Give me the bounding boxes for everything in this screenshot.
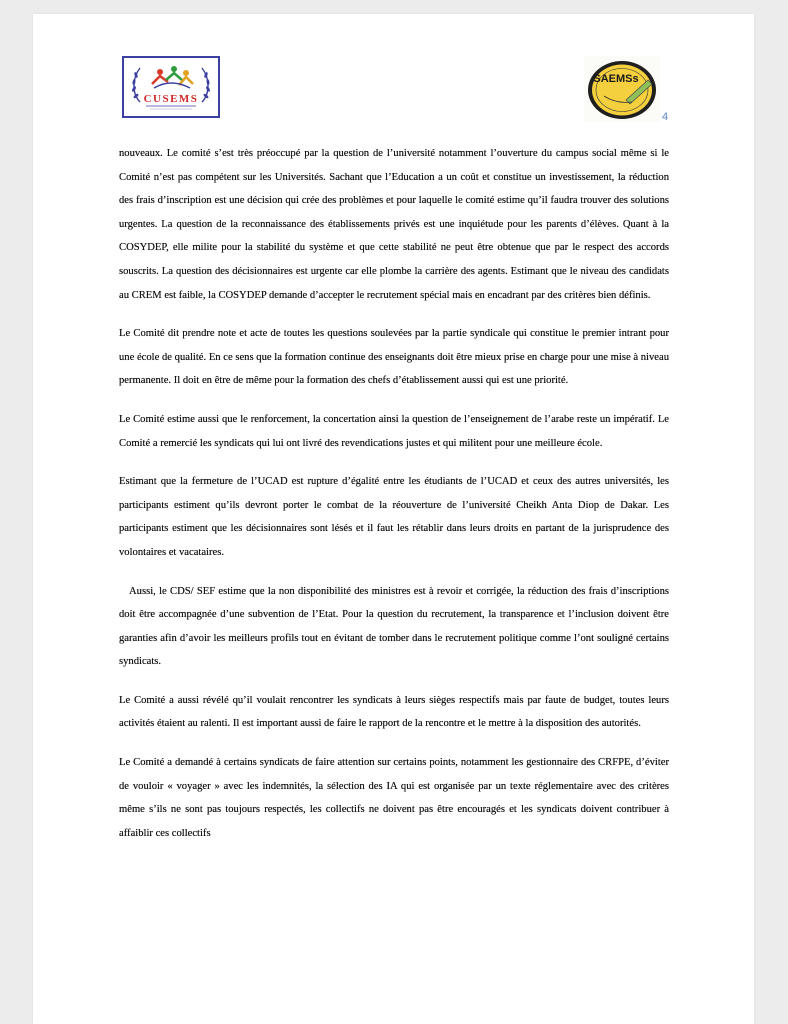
saemss-logo: [584, 56, 660, 122]
body-text: [119, 142, 669, 860]
cusems-logo: [122, 56, 220, 118]
paragraph: Le Comité estime aussi que le renforcement, la concertation ainsi la question de l’enseignement de l’arabe reste un impératif. Le Comité a remercié les syndicats qui lui ont livré des revendications justes et qui militent pour une meilleure école.: [119, 413, 669, 449]
paragraph: Aussi, le CDS/ SEF estime que la non disponibilité des ministres est à revoir et corrigée, la réduction des frais d’inscriptions doit être accompagnée d’une subvention de l’Etat. Pour la question du recrutement, la transparence et l’inclusion doivent être garanties afin d’avoir les meilleurs profils tout en évitant de tomber dans le recrutement politique comme l’ont souligné certains syndicats.: [119, 585, 669, 668]
page-number: 4: [662, 111, 669, 123]
cusems-logo-graphic: [124, 58, 218, 116]
saemss-logo-graphic: [584, 56, 660, 122]
paragraph: nouveaux. Le comité s’est très préoccupé par la question de l’université notamment l’ouverture du campus social même si le Comité n’est pas compétent sur les Universités. Sachant que l’Education a un coût et constitue un investissement, la réduction des frais d’inscription est une décision qui crée des problèmes et pour laquelle le comité estime qu’il faudra trouver des solutions urgentes. La question de la reconnaissance des établissements privés est une inquiétude pour les parents d’élèves. Quant à la COSYDEP, elle milite pour la stabilité du système et que cette stabilité ne peut être obtenue que par le respect des accords souscrits. La question des décisionnaires est urgente car elle plombe la carrière des agents. Estimant que le niveau des candidats au CREM est faible, la COSYDEP demande d’accepter le recrutement spécial mais en encadrant par des critères bien définis.: [119, 148, 669, 301]
paragraph: Le Comité dit prendre note et acte de toutes les questions soulevées par la partie syndicale qui constitue le premier intrant pour une école de qualité. En ce sens que la formation continue des enseignants doit être mieux prise en charge pour une mise à niveau permanente. Il doit en être de même pour la formation des chefs d’établissement aussi qui est une priorité.: [119, 328, 669, 387]
paragraph: Le Comité a aussi révélé qu’il voulait rencontrer les syndicats à leurs sièges respectifs mais par faute de budget, toutes leurs activités étaient au ralenti. Il est important aussi de faire le rapport de la rencontre et le mettre à la disposition des autorités.: [119, 694, 669, 730]
cusems-logo-text: CUSEMS: [143, 93, 199, 105]
paragraph: Estimant que la fermeture de l’UCAD est rupture d’égalité entre les étudiants de l’UCAD et ceux des autres universités, les participants estiment qu’ils devront porter le combat de la réouverture de l’université Cheikh Anta Diop de Dakar. Les participants estiment que les décisionnaires sont lésés et il faut les rétablir dans leurs droits en partant de la jurisprudence des volontaires et vacataires.: [119, 476, 669, 558]
paragraph: Le Comité a demandé à certains syndicats de faire attention sur certains points, notamment les gestionnaire des CRFPE, d’éviter de vouloir « voyager » avec les indemnités, la sélection des IA qui est organisée par un texte réglementaire avec des critères même s’ils ne sont pas toujours respectés, les collectifs ne doivent pas être encouragés et les syndicats doivent contribuer à affaiblir ces collectifs: [119, 757, 669, 839]
saemss-logo-text: SAEMSs: [593, 73, 639, 85]
document-page: [33, 14, 754, 1024]
